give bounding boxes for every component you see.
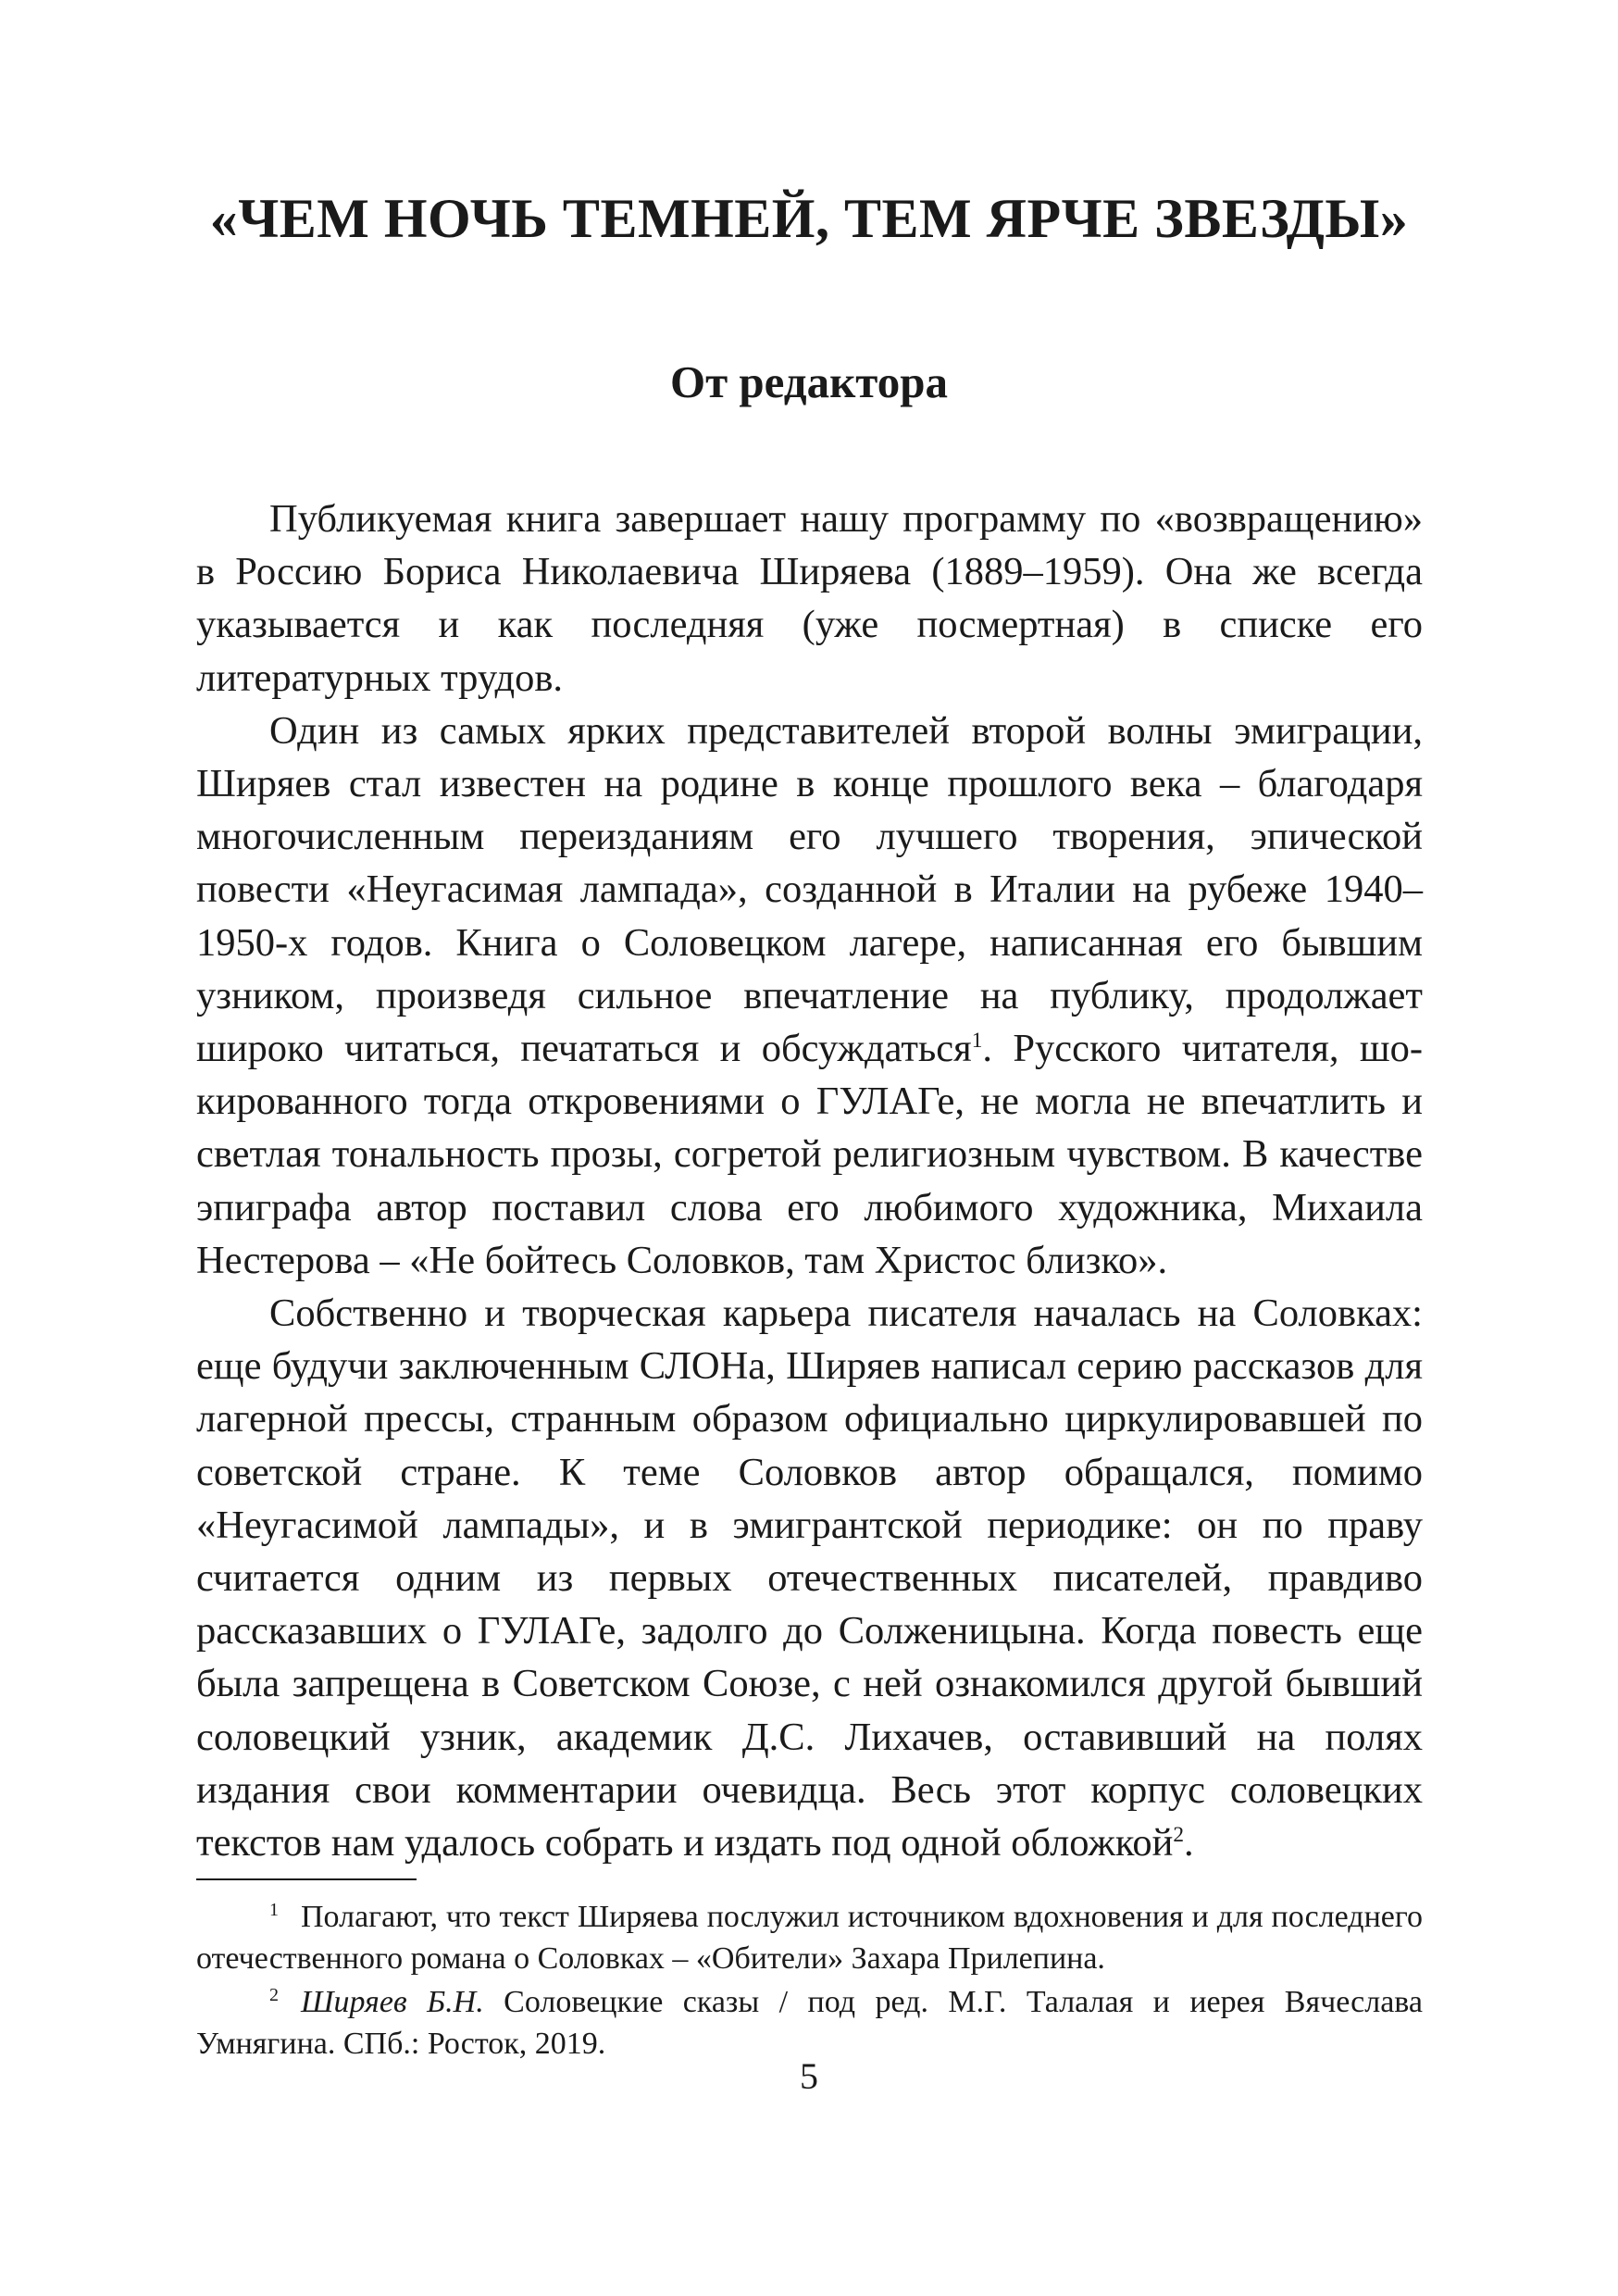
footnote-1: 1 Полагают, что текст Ширяева послужил источником вдохновения и для последнего отечественного романа о Соловках – «Обители» Захара Прилепина. [196, 1899, 1423, 1976]
section-title: От редактора [670, 356, 948, 407]
footnote-1-text: Полагают, что текст Ширяева послужил источником вдохновения и для последнего отечественного романа о Соловках – «Обители» Захара Прилепина. [196, 1900, 1423, 1976]
footnote-ref-1: 1 [971, 1028, 983, 1053]
page-number: 5 [800, 2055, 818, 2097]
footnote-divider [196, 1878, 417, 1880]
chapter-title: «ЧЕМ НОЧЬ ТЕМНЕЙ, ТЕМ ЯРЧЕ ЗВЕЗДЫ» [209, 188, 1409, 249]
body-text [196, 493, 1423, 1869]
paragraph-3 [196, 1287, 1423, 1869]
footnote-2-author: Ширяев Б.Н. [301, 1985, 484, 2019]
footnote-2-text: Соловецкие сказы / под ред. М.Г. Талалая и иерея Вячеслава Умнягина. СПб.: Росток, 2019. [196, 1985, 1423, 2061]
footnotes [196, 1896, 1423, 2066]
footnote-ref-2: 2 [1173, 1822, 1185, 1847]
footnote-2: 2 Ширяев Б.Н. Соловецкие сказы / под ред. М.Г. Талалая и иерея Вячеслава Умнягина. СПб.: Росток, 2019. [196, 1984, 1423, 2061]
paragraph-1-text: Публикуемая книга завершает нашу программу по «возвращению» в Россию Бориса Николаевича Ширяева (1889–1959). Она же всегда указывается и как последняя (уже посмертная) в списке его литературных трудов. [196, 497, 1423, 700]
paragraph-1 [196, 493, 1423, 705]
paragraph-2-text-after: . Русского читателя, шокированного тогда откровениями о ГУЛАГе, не могла не впечатлить и светлая тональность прозы, согретой религиозным чувством. В качестве эпиграфа автор поставил слова его любимого художника, Михаила Нестерова – «Не бойтесь Соловков, там Христос близко». [196, 1027, 1423, 1282]
paragraph-2 [196, 705, 1423, 1287]
paragraph-2-text-before: Один из самых ярких представителей второй волны эмиграции, Ширяев стал известен на родине в конце прошлого века – благодаря многочисленным переизданиям его лучшего творения, эпической повести «Неугасимая лампада», созданной в Италии на рубеже 1940–1950-х годов. Книга о Соловецком лагере, написанная его бывшим узником, произведя сильное впечатление на публику, продолжает широко читаться, печататься и обсуждаться [196, 708, 1423, 1071]
paragraph-3-text-after: . [1184, 1821, 1194, 1866]
paragraph-3-text-before: Собственно и творческая карьера писателя началась на Соловках: еще будучи заключенным СЛОНа, Ширяев написал серию рассказов для лагерной прессы, странным образом официально циркулировавшей по советской стране. К теме Соловков автор обращался, помимо «Неугасимой лампады», и в эмигрантской периодике: он по праву считается одним из первых отечественных писателей, правдиво рассказавших о ГУЛАГе, задолго до Солженицына. Когда повесть еще была запрещена в Советском Союзе, с ней ознакомился другой бывший соловецкий узник, академик Д.С. Лихачев, оставивший на полях издания свои комментарии очевидца. Весь этот корпус соловецких текстов нам удалось собрать и издать под одной обложкой [196, 1292, 1423, 1866]
